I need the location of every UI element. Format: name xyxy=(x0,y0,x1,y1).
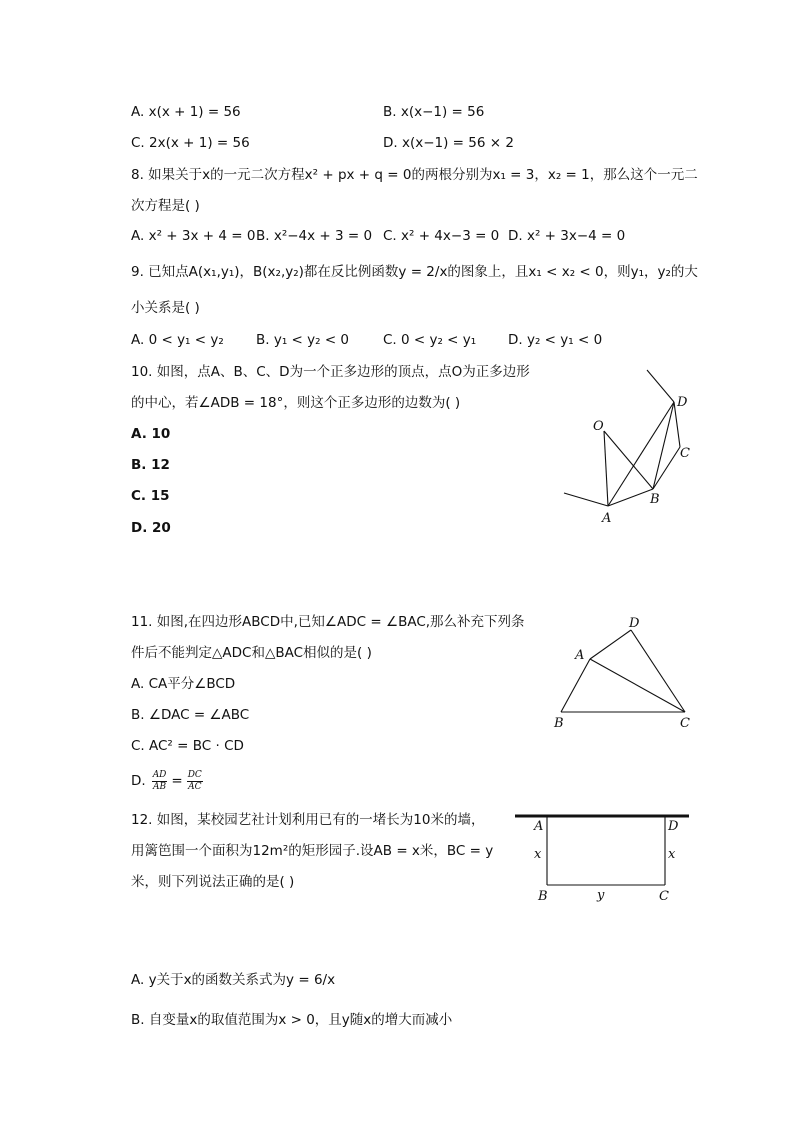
q11-option-b: B. ∠DAC = ∠ABC xyxy=(131,707,250,723)
q11-frac1-denominator: AB xyxy=(152,781,167,792)
q10-label-d: D xyxy=(677,395,688,410)
q11-option-d-prefix: D. xyxy=(131,773,146,789)
q11-frac1-numerator: AD xyxy=(152,769,167,780)
q12-stem-line1: 12. 如图，某校园艺社计划利用已有的一堵长为10米的墙， xyxy=(131,812,485,828)
q11-stem-line2: 件后不能判定△ADC和△BAC相似的是( ) xyxy=(131,645,372,661)
q12-stem-line3: 米，则下列说法正确的是( ) xyxy=(131,874,295,890)
q11-label-c: C xyxy=(680,716,690,731)
q7-option-b: B. x(x−1) = 56 xyxy=(383,104,485,120)
q9-stem-line1: 9. 已知点A(x₁,y₁)，B(x₂,y₂)都在反比例函数y = 2/x的图象上，且x₁ < x₂ < 0，则y₁，y₂的大 xyxy=(131,264,698,280)
q7-option-d: D. x(x−1) = 56 × 2 xyxy=(383,135,514,151)
q12-label-x-right: x xyxy=(668,847,676,862)
q10-option-b: B. 12 xyxy=(131,457,170,473)
q10-option-d: D. 20 xyxy=(131,520,171,536)
q9-option-c: C. 0 < y₂ < y₁ xyxy=(383,332,477,348)
q9-stem-line2: 小关系是( ) xyxy=(131,300,200,316)
q10-option-a: A. 10 xyxy=(131,426,171,442)
q12-label-y: y xyxy=(597,888,605,903)
q12-label-c: C xyxy=(659,889,669,904)
q11-label-a: A xyxy=(575,648,585,663)
q10-option-c: C. 15 xyxy=(131,488,170,504)
q9-option-d: D. y₂ < y₁ < 0 xyxy=(508,332,603,348)
q10-label-o: O xyxy=(593,419,604,434)
q11-option-d-equals: = xyxy=(171,773,183,789)
q9-option-a: A. 0 < y₁ < y₂ xyxy=(131,332,224,348)
q12-label-d: D xyxy=(668,819,679,834)
q11-option-a: A. CA平分∠BCD xyxy=(131,676,236,692)
q10-stem-line2: 的中心，若∠ADB = 18°，则这个正多边形的边数为( ) xyxy=(131,395,461,411)
q9-option-b: B. y₁ < y₂ < 0 xyxy=(256,332,350,348)
q11-label-d: D xyxy=(629,616,640,631)
q7-option-a: A. x(x + 1) = 56 xyxy=(131,104,241,120)
q12-option-b: B. 自变量x的取值范围为x > 0，且y随x的增大而减小 xyxy=(131,1012,453,1028)
q11-frac2-numerator: DC xyxy=(187,769,202,780)
q8-option-c: C. x² + 4x−3 = 0 xyxy=(383,228,500,244)
q8-option-d: D. x² + 3x−4 = 0 xyxy=(508,228,626,244)
q11-stem-line1: 11. 如图,在四边形ABCD中,已知∠ADC = ∠BAC,那么补充下列条 xyxy=(131,614,525,630)
q11-frac2-denominator: AC xyxy=(188,781,202,792)
q10-label-c: C xyxy=(680,446,690,461)
q8-option-b: B. x²−4x + 3 = 0 xyxy=(256,228,373,244)
q12-label-x-left: x xyxy=(534,847,542,862)
q10-label-a: A xyxy=(602,511,612,526)
q11-label-b: B xyxy=(554,716,564,731)
q7-option-c: C. 2x(x + 1) = 56 xyxy=(131,135,250,151)
q8-stem-line1: 8. 如果关于x的一元二次方程x² + px + q = 0的两根分别为x₁ = 3，x₂ = 1，那么这个一元二 xyxy=(131,167,698,183)
q12-stem-line2: 用篱笆围一个面积为12m²的矩形园子.设AB = x米，BC = y xyxy=(131,843,494,859)
q8-stem-line2: 次方程是( ) xyxy=(131,198,200,214)
q10-label-b: B xyxy=(650,492,660,507)
q12-label-a: A xyxy=(534,819,544,834)
q10-stem-line1: 10. 如图，点A、B、C、D为一个正多边形的顶点，点O为正多边形 xyxy=(131,364,530,380)
q11-option-c: C. AC² = BC · CD xyxy=(131,738,244,754)
q12-label-b: B xyxy=(538,889,548,904)
q12-option-a: A. y关于x的函数关系式为y = 6/x xyxy=(131,972,336,988)
q8-option-a: A. x² + 3x + 4 = 0 xyxy=(131,228,256,244)
